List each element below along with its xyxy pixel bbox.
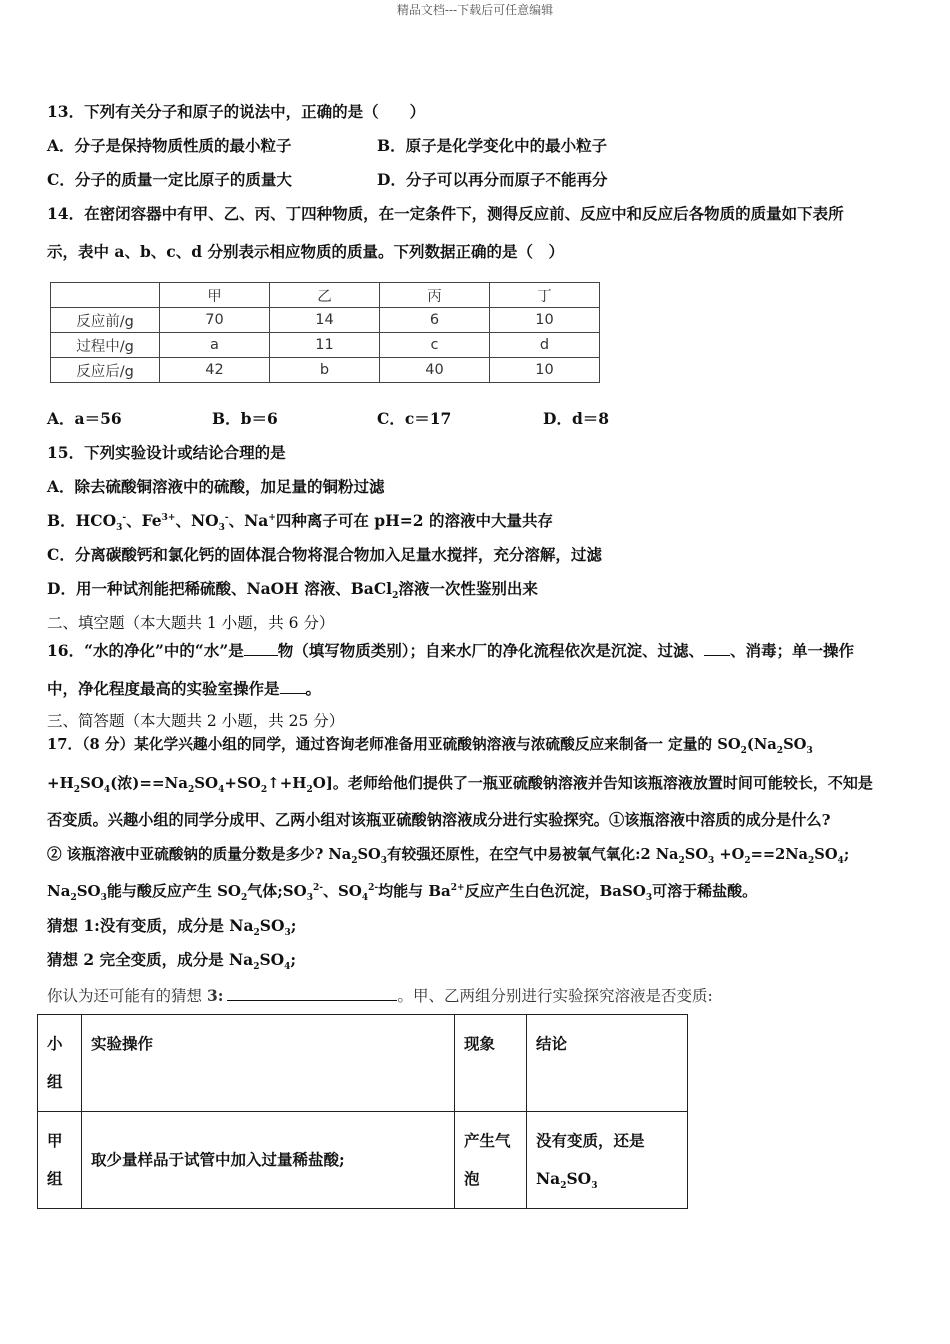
q13-option-a: A．分子是保持物质性质的最小粒子 [47, 136, 292, 155]
q13-option-c: C．分子的质量一定比原子的质量大 [47, 170, 292, 189]
q17-guess1: 猜想 1:没有变质，成分是 $Na_2SO_3$; [47, 916, 297, 939]
table-row [51, 308, 600, 333]
page-header: 精品文档---下载后可任意编辑 [396, 3, 554, 17]
table-cell: a [160, 333, 270, 358]
q15-option-a: A．除去硫酸铜溶液中的硫酸，加足量的铜粉过滤 [47, 477, 385, 496]
table-cell: 10 [490, 308, 600, 333]
mass-table-header-cell: 丙 [380, 283, 490, 308]
table-cell: 11 [270, 333, 380, 358]
table-row [51, 333, 600, 358]
q15-stem: 15．下列实验设计或结论合理的是 [47, 443, 286, 462]
table-cell: 反应后/g [51, 358, 160, 383]
table-cell: b [270, 358, 380, 383]
table-cell: 现象 [455, 1015, 527, 1112]
q17-line2: $+H_2SO_4$(浓)$==Na_2SO_4+SO_2↑+H_2O$]。老师给他们提供了一瓶亚硫酸钠溶液并告知该瓶溶液放置时间可能较长，不知是 [47, 774, 873, 795]
table-cell: 6 [380, 308, 490, 333]
mass-table-header-cell: 甲 [160, 283, 270, 308]
q17-line5: $Na_2SO_3$能与酸反应产生 $SO_2$气体$;SO_3^{2-}$、$SO_4^{2-}$均能与 $Ba^{2+}$反应产生白色沉淀，BaSO$_3$可溶于稀盐酸。 [47, 882, 758, 903]
table-cell: 结论 [527, 1015, 688, 1112]
table-row [51, 358, 600, 383]
q17-line1: 17．（8 分）某化学兴趣小组的同学，通过咨询老师准备用亚硫酸钠溶液与浓硫酸反应来制备一 定量的 $SO_2(Na_2SO_3$ [47, 736, 813, 756]
q14-option-a: A．a＝56 [47, 409, 122, 428]
table-row [38, 1112, 688, 1209]
q13-option-d: D．分子可以再分而原子不能再分 [377, 170, 608, 189]
experiment-table [37, 1014, 688, 1209]
table-cell: 产生气 泡 [455, 1112, 527, 1209]
table-cell: 42 [160, 358, 270, 383]
section3-title: 三、简答题（本大题共 2 小题，共 25 分） [47, 712, 345, 730]
q15-option-c: C．分离碳酸钙和氯化钙的固体混合物将混合物加入足量水搅拌，充分溶解，过滤 [47, 545, 602, 564]
table-cell: c [380, 333, 490, 358]
q15-option-b: B．$HCO_3^-$、$Fe^{3+}$、$NO_3^-$、Na+四种离子可在 pH=2 的溶液中大量共存 [47, 511, 553, 534]
table-cell: 小 组 [38, 1015, 82, 1112]
q17-guess2: 猜想 2 完全变质，成分是 $Na_2SO_4$; [47, 950, 297, 973]
table-cell: 14 [270, 308, 380, 333]
q14-option-d: D．d＝8 [543, 409, 610, 428]
mass-table-header-row [51, 283, 600, 308]
table-cell: 反应前/g [51, 308, 160, 333]
table-cell: d [490, 333, 600, 358]
table-cell: 40 [380, 358, 490, 383]
table-cell: 70 [160, 308, 270, 333]
q17-guess3: 你认为还可能有的猜想 3: 。甲、乙两组分别进行实验探究溶液是否变质: [47, 986, 713, 1005]
table-cell: 甲 组 [38, 1112, 82, 1209]
q17-line3: 否变质。兴趣小组的同学分成甲、乙两小组对该瓶亚硫酸钠溶液成分进行实验探究。①该瓶溶液中溶质的成分是什么? [47, 811, 831, 829]
q16-line2: 中，净化程度最高的实验室操作是 。 [47, 679, 322, 698]
q17-line4: ② 该瓶溶液中亚硫酸钠的质量分数是多少? $Na_2SO_3$有较强还原性，在空气中易被氧气氧化:2 $Na_2SO_3 +O_2==2Na_2SO_4$; [47, 846, 850, 866]
mass-table [50, 282, 600, 383]
mass-table-header-cell [51, 283, 160, 308]
table-row [38, 1015, 688, 1112]
table-cell: 10 [490, 358, 600, 383]
q14-option-b: B．b＝6 [212, 409, 278, 428]
mass-table-header-cell: 丁 [490, 283, 600, 308]
table-cell: 实验操作 [82, 1015, 455, 1112]
q16-line1: 16．“水的净化”中的“水”是 物（填写物质类别）；自来水厂的净化流程依次是沉淀、过滤、 、消毒；单一操作 [47, 641, 855, 660]
table-cell: 过程中/g [51, 333, 160, 358]
q14-stem-line2: 示，表中 a、b、c、d 分别表示相应物质的质量。下列数据正确的是（ ） [47, 242, 564, 261]
q13-option-b: B．原子是化学变化中的最小粒子 [377, 136, 608, 155]
q14-stem-line1: 14．在密闭容器中有甲、乙、丙、丁四种物质，在一定条件下，测得反应前、反应中和反应后各物质的质量如下表所 [47, 204, 844, 223]
mass-table-header-cell: 乙 [270, 283, 380, 308]
q15-option-d: D．用一种试剂能把稀硫酸、NaOH 溶液、BaCl$_2$溶液一次性鉴别出来 [47, 579, 538, 602]
table-cell: 取少量样品于试管中加入过量稀盐酸; [82, 1112, 455, 1209]
section2-title: 二、填空题（本大题共 1 小题，共 6 分） [47, 614, 335, 632]
table-cell: 没有变质，还是 $Na_2SO_3$ [527, 1112, 688, 1209]
q13-stem: 13．下列有关分子和原子的说法中，正确的是（ ） [47, 102, 426, 121]
q14-option-c: C．c＝17 [377, 409, 452, 428]
